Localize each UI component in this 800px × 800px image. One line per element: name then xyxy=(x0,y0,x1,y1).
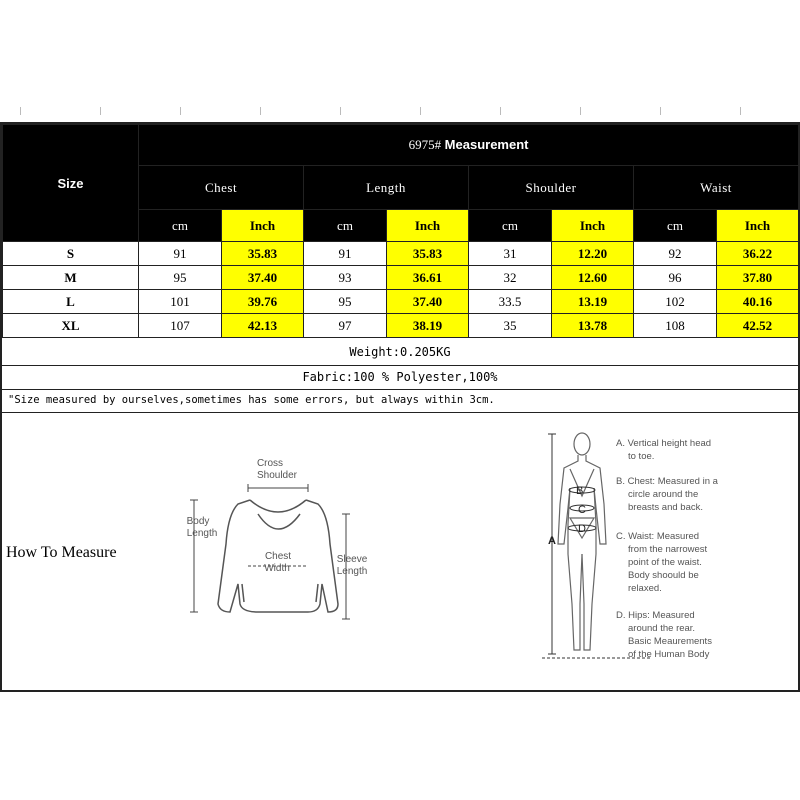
top-ruler-ticks xyxy=(0,107,800,115)
body-length-label-1: Body xyxy=(186,516,210,527)
waist-inch-cell: 36.22 xyxy=(717,242,799,266)
waist-inch-cell: 37.80 xyxy=(717,266,799,290)
style-number: 6975# xyxy=(408,137,442,152)
waist-cm-cell: 102 xyxy=(634,290,717,314)
size-table xyxy=(2,124,799,338)
size-cell: L xyxy=(3,290,139,314)
desc-b-1: B. Chest: Measured in a xyxy=(616,476,718,487)
body-measure-diagram xyxy=(542,424,742,674)
length-inch-cell: 35.83 xyxy=(387,242,469,266)
sleeve-length-label-2: Length xyxy=(336,566,368,577)
shoulder-cm-cell: 35 xyxy=(469,314,552,338)
unit-inch: Inch xyxy=(222,210,304,242)
length-cm-cell: 93 xyxy=(304,266,387,290)
unit-inch: Inch xyxy=(387,210,469,242)
shoulder-cm-cell: 31 xyxy=(469,242,552,266)
table-row xyxy=(3,290,799,314)
desc-a-1: A. Vertical height head xyxy=(616,438,712,449)
size-chart-sheet xyxy=(0,122,800,692)
chest-cm-cell: 91 xyxy=(139,242,222,266)
shoulder-inch-cell: 13.19 xyxy=(552,290,634,314)
note-text: "Size measured by ourselves,sometimes has some errors, but always within 3cm. xyxy=(8,394,495,406)
length-inch-cell: 36.61 xyxy=(387,266,469,290)
fabric-row xyxy=(2,365,798,390)
shoulder-inch-cell: 13.78 xyxy=(552,314,634,338)
table-title xyxy=(139,125,799,166)
table-row xyxy=(3,242,799,266)
desc-c-4: Body shoould be xyxy=(628,570,699,581)
fabric-text: Fabric:100 % Polyester,100% xyxy=(302,370,498,384)
length-cm-cell: 95 xyxy=(304,290,387,314)
cross-shoulder-label-1: Cross xyxy=(256,458,284,469)
chest-inch-cell: 35.83 xyxy=(222,242,304,266)
desc-b-3: breasts and back. xyxy=(628,502,703,513)
chest-inch-cell: 42.13 xyxy=(222,314,304,338)
unit-cm: cm xyxy=(634,210,717,242)
desc-c-1: C. Waist: Measured xyxy=(616,531,700,542)
desc-d-1: D. Hips: Measured xyxy=(616,610,695,621)
chest-cm-cell: 107 xyxy=(139,314,222,338)
marker-c: C xyxy=(578,504,586,516)
waist-inch-cell: 40.16 xyxy=(717,290,799,314)
shoulder-cm-cell: 33.5 xyxy=(469,290,552,314)
chest-inch-cell: 37.40 xyxy=(222,266,304,290)
marker-d: D xyxy=(578,523,586,535)
title-word: Measurement xyxy=(441,137,529,152)
sleeve-length-label-1: Sleeve xyxy=(336,554,368,565)
note-row xyxy=(2,389,798,413)
desc-c-2: from the narrowest xyxy=(628,544,708,555)
length-inch-cell: 37.40 xyxy=(387,290,469,314)
waist-cm-cell: 92 xyxy=(634,242,717,266)
length-inch-cell: 38.19 xyxy=(387,314,469,338)
chest-width-label-1: Chest xyxy=(264,551,292,562)
desc-d-4: of the Human Body xyxy=(628,649,710,660)
desc-d-3: Basic Meaurements xyxy=(628,636,712,647)
group-header-shoulder: Shoulder xyxy=(469,166,634,210)
marker-a: A xyxy=(548,535,556,547)
size-header: Size xyxy=(3,125,139,242)
marker-b: B xyxy=(576,485,584,497)
shirt-measure-diagram xyxy=(178,454,378,644)
unit-cm: cm xyxy=(304,210,387,242)
cross-shoulder-label-2: Shoulder xyxy=(256,470,298,481)
weight-row xyxy=(2,339,798,366)
chest-cm-cell: 101 xyxy=(139,290,222,314)
group-header-length: Length xyxy=(304,166,469,210)
unit-cm: cm xyxy=(469,210,552,242)
length-cm-cell: 91 xyxy=(304,242,387,266)
desc-c-5: relaxed. xyxy=(628,583,662,594)
shoulder-inch-cell: 12.20 xyxy=(552,242,634,266)
waist-cm-cell: 108 xyxy=(634,314,717,338)
weight-text: Weight:0.205KG xyxy=(349,345,451,359)
desc-c-3: point of the waist. xyxy=(628,557,702,568)
waist-cm-cell: 96 xyxy=(634,266,717,290)
desc-b-2: circle around the xyxy=(628,489,699,500)
size-cell: S xyxy=(3,242,139,266)
unit-cm: cm xyxy=(139,210,222,242)
chest-cm-cell: 95 xyxy=(139,266,222,290)
shoulder-inch-cell: 12.60 xyxy=(552,266,634,290)
desc-a-2: to toe. xyxy=(628,451,655,462)
waist-inch-cell: 42.52 xyxy=(717,314,799,338)
body-length-label-2: Length xyxy=(186,528,218,539)
group-header-chest: Chest xyxy=(139,166,304,210)
unit-inch: Inch xyxy=(552,210,634,242)
table-row xyxy=(3,314,799,338)
size-cell: M xyxy=(3,266,139,290)
chest-inch-cell: 39.76 xyxy=(222,290,304,314)
size-cell: XL xyxy=(3,314,139,338)
length-cm-cell: 97 xyxy=(304,314,387,338)
unit-inch: Inch xyxy=(717,210,799,242)
desc-d-2: around the rear. xyxy=(628,623,696,634)
shoulder-cm-cell: 32 xyxy=(469,266,552,290)
group-header-waist: Waist xyxy=(634,166,799,210)
table-row xyxy=(3,266,799,290)
how-to-measure-label: How To Measure xyxy=(6,544,117,561)
chest-width-label-2: Width xyxy=(264,563,290,574)
